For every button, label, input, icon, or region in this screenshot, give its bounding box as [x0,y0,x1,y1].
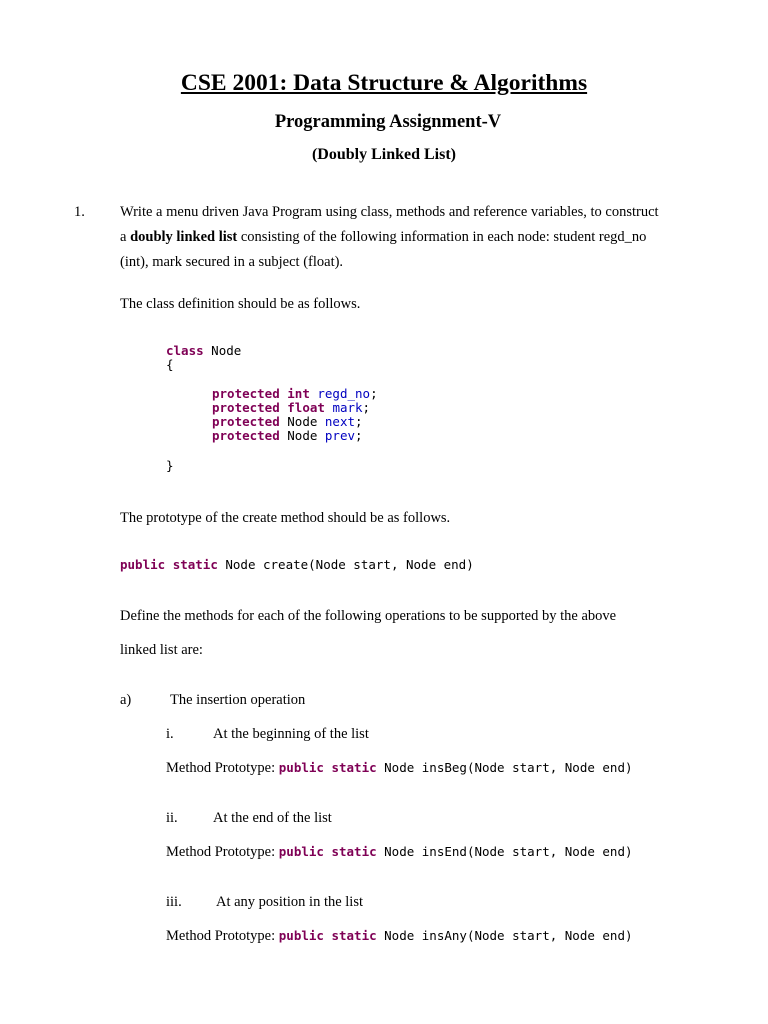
insertion-item-number: i. [166,726,174,742]
question-number: 1. [74,204,85,220]
create-method-signature [120,558,474,573]
insertion-item-number: ii. [166,810,178,826]
code-semicolon: ; [362,400,371,415]
code-type-node: Node [287,428,318,443]
insertion-item-text: At the beginning of the list [213,726,369,742]
code-insend-signature: Node insEnd(Node start, Node end) [384,844,633,859]
insertion-item-text: At any position in the list [216,894,364,910]
insertion-item-prototype [166,843,633,861]
intro-prefix: a [120,229,131,245]
code-insany-signature: Node insAny(Node start, Node end) [384,928,633,943]
code-keyword-protected: protected [212,400,280,415]
code-keyword-int: int [287,386,310,401]
class-definition-text: The class definition should be as follows. [120,296,361,312]
code-field-prev-line [212,429,363,444]
code-keyword-static: static [331,928,377,943]
code-keyword-public: public [278,844,324,859]
create-prototype-text: The prototype of the create method should be as follows. [120,510,451,526]
code-keyword-protected: protected [212,386,280,401]
method-prototype-label: Method Prototype: [166,760,279,776]
question-intro-line-2 [120,228,646,246]
insertion-label: a) [120,692,132,708]
code-keyword-public: public [278,928,324,943]
code-type-node: Node [211,343,242,358]
method-prototype-label: Method Prototype: [166,928,279,944]
code-field-prev: prev [324,428,356,443]
code-insbeg-signature: Node insBeg(Node start, Node end) [384,760,633,775]
code-keyword-static: static [172,557,218,572]
code-semicolon: ; [355,428,363,443]
insertion-item-number: iii. [166,894,182,910]
code-field-mark: mark [332,400,363,415]
method-prototype-label: Method Prototype: [166,844,279,860]
code-open-brace: { [166,357,174,372]
code-field-next: next [324,414,356,429]
code-keyword-static: static [331,760,377,775]
define-methods-line-2: linked list are: [120,642,203,658]
insertion-item-prototype [166,927,633,945]
code-class-line [166,344,241,359]
insertion-title: The insertion operation [170,692,306,708]
question-intro-line-3: (int), mark secured in a subject (float). [120,254,344,270]
code-keyword-float: float [287,400,325,415]
code-field-regd-no: regd_no [317,386,371,401]
insertion-item-text: At the end of the list [213,810,332,826]
code-semicolon: ; [355,414,363,429]
code-keyword-public: public [278,760,324,775]
assignment-subtitle: Programming Assignment-V [274,112,502,132]
code-keyword-protected: protected [212,414,280,429]
intro-suffix: consisting of the following information in each node: student regd_no [237,229,647,245]
doubly-linked-list-emphasis: doubly linked list [130,229,238,245]
code-semicolon: ; [370,386,378,401]
code-close-brace: } [166,458,174,473]
assignment-topic: (Doubly Linked List) [311,146,457,163]
code-keyword-public: public [120,557,166,572]
code-create-signature: Node create(Node start, Node end) [225,557,474,572]
question-intro-line-1: Write a menu driven Java Program using class, methods and reference variables, to construct [120,204,659,220]
define-methods-line-1: Define the methods for each of the following operations to be supported by the above [120,608,617,624]
code-type-node: Node [287,414,318,429]
insertion-item-prototype [166,759,633,777]
code-keyword-static: static [331,844,377,859]
code-keyword-class: class [166,343,204,358]
code-keyword-protected: protected [212,428,280,443]
document-title: CSE 2001: Data Structure & Algorithms [180,70,588,96]
